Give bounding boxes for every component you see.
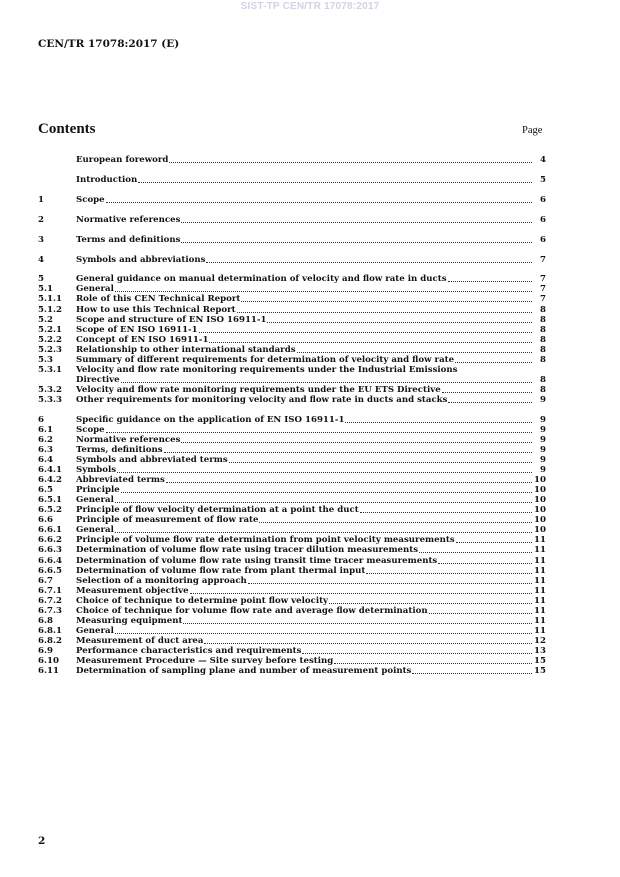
toc-entry-page: 11 [534, 575, 546, 586]
toc-entry-page: 11 [534, 625, 546, 636]
toc-entry-number: 5.1.2 [38, 304, 62, 315]
toc-leader-dots [181, 442, 532, 443]
toc-entry-page: 15 [534, 655, 546, 666]
page-column-label: Page [522, 125, 543, 136]
toc-leader-dots [190, 593, 532, 594]
toc-leader-dots [121, 492, 532, 493]
toc-entry-label: Symbols and abbreviations [76, 254, 206, 265]
toc-leader-dots [248, 583, 532, 584]
toc-entry-number: 6.4.1 [38, 465, 62, 476]
document-id: CEN/TR 17078:2017 (E) [38, 38, 180, 50]
toc-entry[interactable] [38, 566, 546, 576]
toc-entry[interactable] [38, 636, 546, 646]
toc-entry-label: Terms, definitions [76, 444, 163, 455]
toc-entry-label: Terms and definitions [76, 234, 181, 245]
toc-entry[interactable] [38, 485, 546, 495]
toc-leader-dots [412, 673, 532, 674]
toc-entry-number: 6.5.2 [38, 505, 62, 516]
contents-title: Contents [38, 121, 96, 137]
toc-entry-number: 6.7 [38, 575, 53, 586]
toc-entry-number: 5.3.2 [38, 384, 62, 395]
toc-entry[interactable] [38, 626, 546, 636]
toc-entry-page: 8 [540, 384, 546, 395]
toc-entry-page: 6 [540, 234, 546, 245]
toc-entry-page: 5 [540, 174, 546, 185]
toc-entry-label: Normative references [76, 214, 181, 225]
toc-entry[interactable] [38, 606, 546, 616]
toc-entry-page: 13 [534, 645, 546, 656]
toc-leader-dots [115, 291, 532, 292]
toc-entry-page: 9 [540, 434, 546, 445]
toc-entry-page: 9 [540, 414, 546, 425]
toc-entry[interactable] [38, 315, 546, 325]
toc-entry-label: Normative references [76, 434, 181, 445]
toc-leader-dots [199, 332, 532, 333]
toc-entry-number: 6.6.3 [38, 545, 62, 556]
toc-entry-page: 10 [534, 505, 546, 516]
toc-leader-dots [237, 312, 532, 313]
toc-entry[interactable] [38, 435, 546, 445]
toc-entry-page: 11 [534, 555, 546, 566]
toc-leader-dots [106, 432, 532, 433]
toc-entry-number: 6.8 [38, 615, 53, 626]
toc-leader-dots [448, 402, 532, 403]
toc-entry-number: 6.1 [38, 424, 53, 435]
toc-entry[interactable] [38, 576, 546, 586]
toc-entry-page: 10 [534, 485, 546, 496]
toc-leader-dots [419, 552, 532, 553]
toc-entry[interactable] [38, 274, 546, 284]
toc-leader-dots [455, 362, 532, 363]
toc-leader-dots [366, 573, 532, 574]
toc-entry-number: 5.2.3 [38, 344, 62, 355]
toc-leader-dots [438, 563, 532, 564]
toc-entry-label: General [76, 284, 114, 295]
toc-entry-label: Measurement of duct area [76, 635, 204, 646]
toc-leader-dots [206, 262, 532, 263]
toc-entry[interactable] [38, 475, 546, 485]
toc-entry[interactable] [38, 365, 546, 375]
toc-entry-label: Determination of volume flow rate using transit time tracer measurements [76, 555, 438, 566]
toc-entry-page: 8 [540, 374, 546, 385]
toc-entry[interactable] [38, 525, 546, 535]
toc-entry-number: 2 [38, 214, 44, 225]
toc-entry-page: 6 [540, 214, 546, 225]
toc-entry-number: 6.10 [38, 655, 59, 666]
toc-entry-label: Determination of volume flow rate using tracer dilution measurements [76, 545, 419, 556]
toc-entry-label: Directive [76, 374, 120, 385]
toc-entry-page: 11 [534, 615, 546, 626]
toc-entry-number: 5.3.3 [38, 394, 62, 405]
toc-entry-label: Concept of EN ISO 16911-1 [76, 334, 209, 345]
toc-entry-label: Velocity and flow rate monitoring requirements under the Industrial Emissions [76, 364, 458, 375]
toc-leader-dots [181, 242, 532, 243]
toc-entry-page: 10 [534, 495, 546, 506]
toc-entry-page: 11 [534, 565, 546, 576]
toc-entry-number: 5.2.2 [38, 334, 62, 345]
toc-entry[interactable] [38, 155, 546, 165]
toc-entry-page: 7 [540, 294, 546, 305]
toc-entry-page: 11 [534, 535, 546, 546]
toc-entry-label: Specific guidance on the application of EN ISO 16911-1 [76, 414, 345, 425]
toc-entry[interactable] [38, 515, 546, 525]
toc-entry-number: 5.2.1 [38, 324, 62, 335]
toc-entry[interactable] [38, 646, 546, 656]
watermark: SIST-TP CEN/TR 17078:2017 [240, 1, 380, 12]
toc-leader-dots [115, 633, 532, 634]
toc-leader-dots [297, 352, 532, 353]
toc-entry-label: General [76, 495, 114, 506]
toc-entry-label: Introduction [76, 174, 138, 185]
toc-leader-dots [345, 422, 532, 423]
toc-entry[interactable] [38, 235, 546, 245]
toc-entry[interactable] [38, 596, 546, 606]
toc-leader-dots [302, 653, 532, 654]
toc-entry[interactable] [38, 545, 546, 555]
toc-entry-number: 6.2 [38, 434, 53, 445]
toc-entry-number: 5.3.1 [38, 364, 62, 375]
toc-entry-label: Measuring equipment [76, 615, 183, 626]
toc-entry-number: 6.3 [38, 444, 53, 455]
toc-entry-label: Principle of volume flow rate determination from point velocity measurements [76, 535, 455, 546]
toc-entry-page: 6 [540, 194, 546, 205]
toc-entry-number: 5 [38, 274, 44, 285]
toc-entry-number: 6.5 [38, 485, 53, 496]
toc-entry-page: 8 [540, 304, 546, 315]
toc-entry-page: 15 [534, 666, 546, 677]
toc-entry-number: 6.6.1 [38, 525, 62, 536]
toc-leader-dots [115, 532, 532, 533]
toc-entry[interactable] [38, 284, 546, 294]
toc-entry-page: 11 [534, 585, 546, 596]
toc-entry[interactable] [38, 395, 546, 405]
toc-entry-number: 6.9 [38, 645, 53, 656]
toc-leader-dots [448, 281, 532, 282]
toc-entry[interactable] [38, 425, 546, 435]
toc-entry-number: 6.7.2 [38, 595, 62, 606]
toc-entry-page: 9 [540, 444, 546, 455]
toc-entry[interactable] [38, 355, 546, 365]
toc-entry-label: Principle of measurement of flow rate [76, 515, 259, 526]
toc-entry-label: Other requirements for monitoring velocity and flow rate in ducts and stacks [76, 394, 448, 405]
toc-entry-label: Symbols and abbreviated terms [76, 455, 228, 466]
toc-entry-label: Principle of flow velocity determination at a point the duct [76, 505, 359, 516]
toc-entry-number: 4 [38, 254, 44, 265]
toc-entry[interactable] [38, 385, 546, 395]
toc-entry[interactable] [38, 555, 546, 565]
toc-entry-label: Scope [76, 424, 105, 435]
toc-entry-label: Abbreviated terms [76, 475, 165, 486]
toc-entry-number: 1 [38, 194, 44, 205]
toc-entry[interactable] [38, 215, 546, 225]
toc-entry-page: 4 [540, 155, 546, 166]
toc-leader-dots [442, 392, 532, 393]
toc-leader-dots [360, 512, 532, 513]
toc-entry-label: Determination of sampling plane and number of measurement points [76, 666, 412, 677]
toc-entry-number: 5.3 [38, 354, 53, 365]
toc-entry-label: Summary of different requirements for determination of velocity and flow rate [76, 354, 455, 365]
page-number: 2 [38, 835, 46, 847]
table-of-contents [38, 155, 546, 676]
toc-entry-page: 9 [540, 455, 546, 466]
toc-entry-label: Choice of technique for volume flow rate and average flow determination [76, 605, 428, 616]
toc-leader-dots [334, 663, 532, 664]
toc-entry-number: 6.5.1 [38, 495, 62, 506]
toc-leader-dots [267, 322, 532, 323]
toc-entry-page: 10 [534, 475, 546, 486]
toc-entry[interactable] [38, 415, 546, 425]
toc-leader-dots [181, 222, 532, 223]
toc-entry-label: Velocity and flow rate monitoring requirements under the EU ETS Directive [76, 384, 441, 395]
toc-entry[interactable] [38, 294, 546, 304]
toc-entry-number: 6.6.4 [38, 555, 62, 566]
toc-entry-label: Principle [76, 485, 120, 496]
toc-entry[interactable] [38, 505, 546, 515]
toc-entry-page: 9 [540, 394, 546, 405]
toc-leader-dots [241, 301, 532, 302]
toc-entry-page: 8 [540, 354, 546, 365]
toc-entry-page: 8 [540, 314, 546, 325]
toc-entry[interactable] [38, 656, 546, 666]
toc-entry-label: Relationship to other international standards [76, 344, 296, 355]
toc-entry-page: 10 [534, 525, 546, 536]
toc-leader-dots [106, 202, 532, 203]
toc-entry-label: Scope of EN ISO 16911-1 [76, 324, 198, 335]
toc-entry[interactable] [38, 465, 546, 475]
toc-leader-dots [164, 452, 532, 453]
toc-entry-label: Scope [76, 194, 105, 205]
toc-leader-dots [169, 162, 532, 163]
toc-entry[interactable] [38, 455, 546, 465]
toc-entry[interactable] [38, 195, 546, 205]
toc-leader-dots [117, 472, 532, 473]
toc-entry-number: 6.6 [38, 515, 53, 526]
toc-entry[interactable] [38, 616, 546, 626]
toc-entry[interactable] [38, 175, 546, 185]
toc-entry-number: 6.7.1 [38, 585, 62, 596]
toc-entry-number: 5.2 [38, 314, 53, 325]
toc-entry-label: How to use this Technical Report [76, 304, 236, 315]
toc-entry-number: 6.7.3 [38, 605, 62, 616]
toc-entry[interactable] [38, 335, 546, 345]
toc-entry[interactable] [38, 375, 546, 385]
toc-leader-dots [229, 462, 532, 463]
toc-entry-number: 6.8.2 [38, 635, 62, 646]
toc-entry-label: General [76, 525, 114, 536]
toc-leader-dots [209, 342, 532, 343]
toc-entry-label: European foreword [76, 155, 169, 166]
toc-entry-label: General [76, 625, 114, 636]
toc-entry-page: 7 [540, 274, 546, 285]
toc-entry-number: 6.4.2 [38, 475, 62, 486]
toc-entry-label: Performance characteristics and requirements [76, 645, 302, 656]
toc-entry-page: 7 [540, 254, 546, 265]
toc-entry-label: Measurement Procedure — Site survey before testing [76, 655, 334, 666]
toc-leader-dots [115, 502, 532, 503]
toc-entry[interactable] [38, 495, 546, 505]
toc-leader-dots [259, 522, 532, 523]
toc-entry-label: Choice of technique to determine point flow velocity [76, 595, 329, 606]
toc-entry-label: Role of this CEN Technical Report [76, 294, 241, 305]
toc-entry-number: 3 [38, 234, 44, 245]
toc-entry-page: 7 [540, 284, 546, 295]
toc-entry-page: 8 [540, 324, 546, 335]
toc-leader-dots [183, 623, 532, 624]
toc-entry-number: 6.6.5 [38, 565, 62, 576]
toc-entry-label: Measurement objective [76, 585, 189, 596]
toc-leader-dots [429, 613, 532, 614]
toc-leader-dots [329, 603, 532, 604]
toc-entry[interactable] [38, 666, 546, 676]
toc-entry-label: Scope and structure of EN ISO 16911-1 [76, 314, 267, 325]
toc-entry[interactable] [38, 345, 546, 355]
toc-entry-label: Determination of volume flow rate from plant thermal input [76, 565, 366, 576]
toc-entry-number: 6.8.1 [38, 625, 62, 636]
toc-entry-number: 5.1 [38, 284, 53, 295]
toc-entry-page: 11 [534, 545, 546, 556]
toc-leader-dots [456, 542, 532, 543]
toc-leader-dots [121, 382, 532, 383]
toc-entry[interactable] [38, 586, 546, 596]
toc-entry[interactable] [38, 445, 546, 455]
toc-entry-page: 8 [540, 334, 546, 345]
toc-leader-dots [138, 182, 532, 183]
toc-entry-page: 12 [534, 635, 546, 646]
toc-entry-page: 11 [534, 595, 546, 606]
toc-entry-label: Selection of a monitoring approach [76, 575, 247, 586]
toc-entry-number: 6.11 [38, 666, 59, 677]
toc-leader-dots [204, 643, 532, 644]
toc-entry-page: 9 [540, 465, 546, 476]
toc-entry-page: 11 [534, 605, 546, 616]
toc-leader-dots [166, 482, 532, 483]
toc-entry[interactable] [38, 254, 546, 264]
toc-entry-page: 9 [540, 424, 546, 435]
toc-entry-number: 5.1.1 [38, 294, 62, 305]
toc-entry-page: 8 [540, 344, 546, 355]
toc-entry[interactable] [38, 304, 546, 314]
toc-entry-number: 6 [38, 414, 44, 425]
toc-entry-page: 10 [534, 515, 546, 526]
toc-entry-label: General guidance on manual determination of velocity and flow rate in ducts [76, 274, 447, 285]
toc-entry-label: Symbols [76, 465, 117, 476]
toc-entry-number: 6.4 [38, 455, 53, 466]
toc-entry[interactable] [38, 325, 546, 335]
toc-entry[interactable] [38, 535, 546, 545]
toc-entry-number: 6.6.2 [38, 535, 62, 546]
